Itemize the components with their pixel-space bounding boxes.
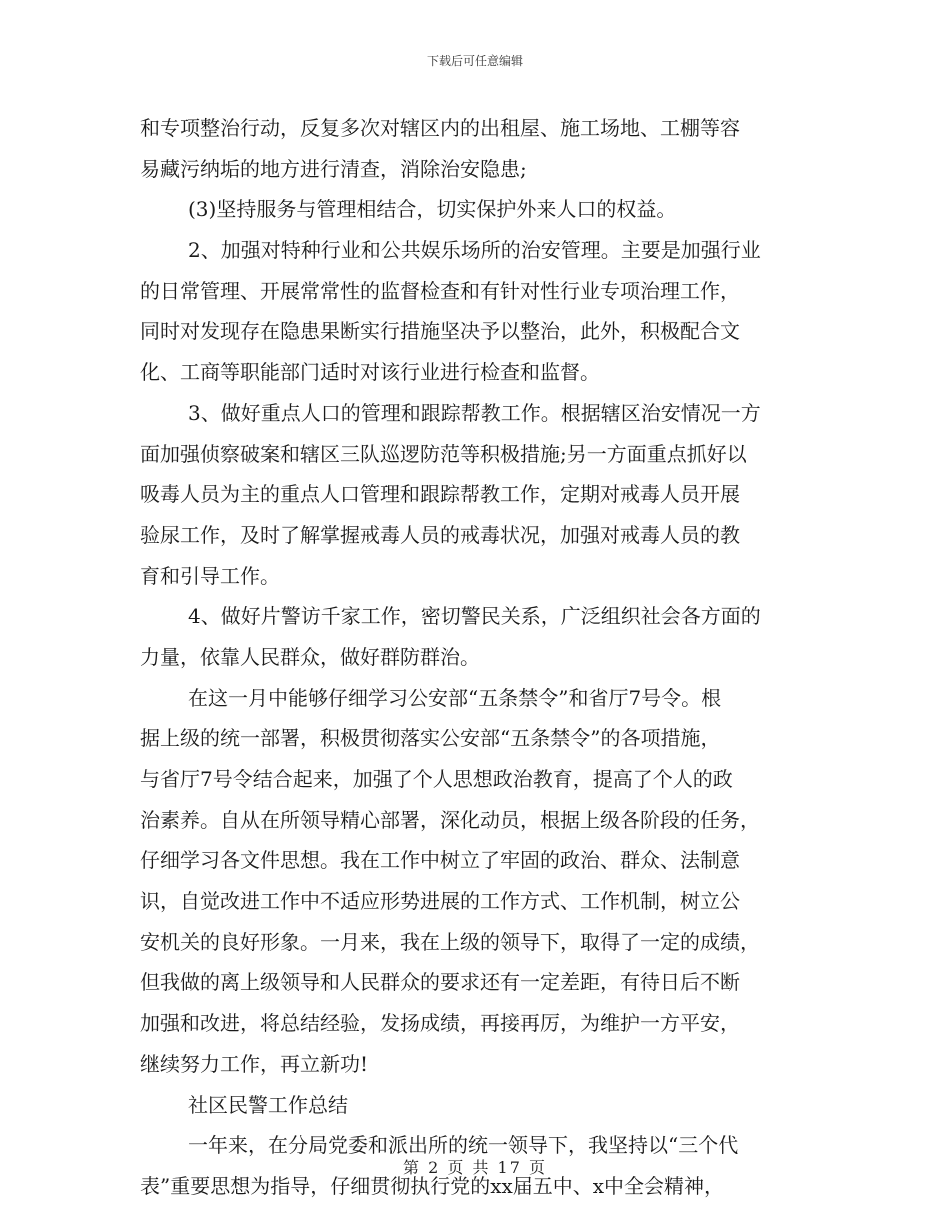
text-line: 识，自觉改进工作中不适应形势进展的工作方式、工作机制，树立公 (140, 889, 740, 914)
text-line: 表”重要思想为指导，仔细贯彻执行党的xx届五中、x中全会精神， (140, 1173, 725, 1198)
text-line: 加强和改进，将总结经验，发扬成绩，再接再厉，为维护一方平安， (140, 1011, 740, 1036)
text-line: 3、做好重点人口的管理和跟踪帮教工作。根据辖区治安情况一方 (188, 400, 761, 425)
text-line: 继续努力工作，再立新功! (140, 1051, 369, 1076)
text-line: 治素养。自从在所领导精心部署，深化动员，根据上级各阶段的任务， (140, 807, 760, 832)
page-footer: 第 2 页 共 17 页 (403, 1158, 547, 1177)
page-header: 下载后可任意编辑 (426, 54, 523, 68)
text-line: 4、做好片警访千家工作，密切警民关系，广泛组织社会各方面的 (188, 604, 761, 629)
text-line: 的日常管理、开展常常性的监督检查和有针对性行业专项治理工作， (140, 278, 740, 303)
text-line: 力量，依靠人民群众，做好群防群治。 (140, 644, 480, 669)
text-line: 面加强侦察破案和辖区三队巡逻防范等积极措施;另一方面重点抓好以 (140, 441, 747, 466)
text-line: 2、加强对特种行业和公共娱乐场所的治安管理。主要是加强行业 (188, 238, 761, 263)
text-line: 验尿工作，及时了解掌握戒毒人员的戒毒状况，加强对戒毒人员的教 (140, 522, 740, 547)
text-line: 和专项整治行动，反复多次对辖区内的出租屋、施工场地、工棚等容 (140, 116, 740, 140)
text-line: 一年来，在分局党委和派出所的统一领导下，我坚持以“三个代 (188, 1133, 739, 1158)
text-line: 易藏污纳垢的地方进行清查，消除治安隐患; (140, 156, 527, 181)
text-line: 仔细学习各文件思想。我在工作中树立了牢固的政治、群众、法制意 (140, 848, 740, 873)
text-line: 与省厅7号令结合起来，加强了个人思想政治教育，提高了个人的政 (140, 767, 733, 791)
text-line: 在这一月中能够仔细学习公安部“五条禁令”和省厅7号令。根 (188, 685, 722, 710)
text-line: 社区民警工作总结 (188, 1092, 348, 1117)
text-line: 育和引导工作。 (140, 563, 280, 588)
text-line: 同时对发现存在隐患果断实行措施坚决予以整治，此外，积极配合文 (140, 319, 740, 344)
text-line: 化、工商等职能部门适时对该行业进行检查和监督。 (140, 360, 600, 385)
text-line: 但我做的离上级领导和人民群众的要求还有一定差距，有待日后不断 (140, 970, 740, 995)
document-body (140, 108, 808, 1207)
text-line: 安机关的良好形象。一月来，我在上级的领导下，取得了一定的成绩， (140, 929, 760, 954)
text-line: 吸毒人员为主的重点人口管理和跟踪帮教工作，定期对戒毒人员开展 (140, 482, 740, 507)
text-line: 据上级的统一部署，积极贯彻落实公安部“五条禁令”的各项措施， (140, 726, 721, 751)
text-line: (3)坚持服务与管理相结合，切实保护外来人口的权益。 (188, 197, 677, 222)
